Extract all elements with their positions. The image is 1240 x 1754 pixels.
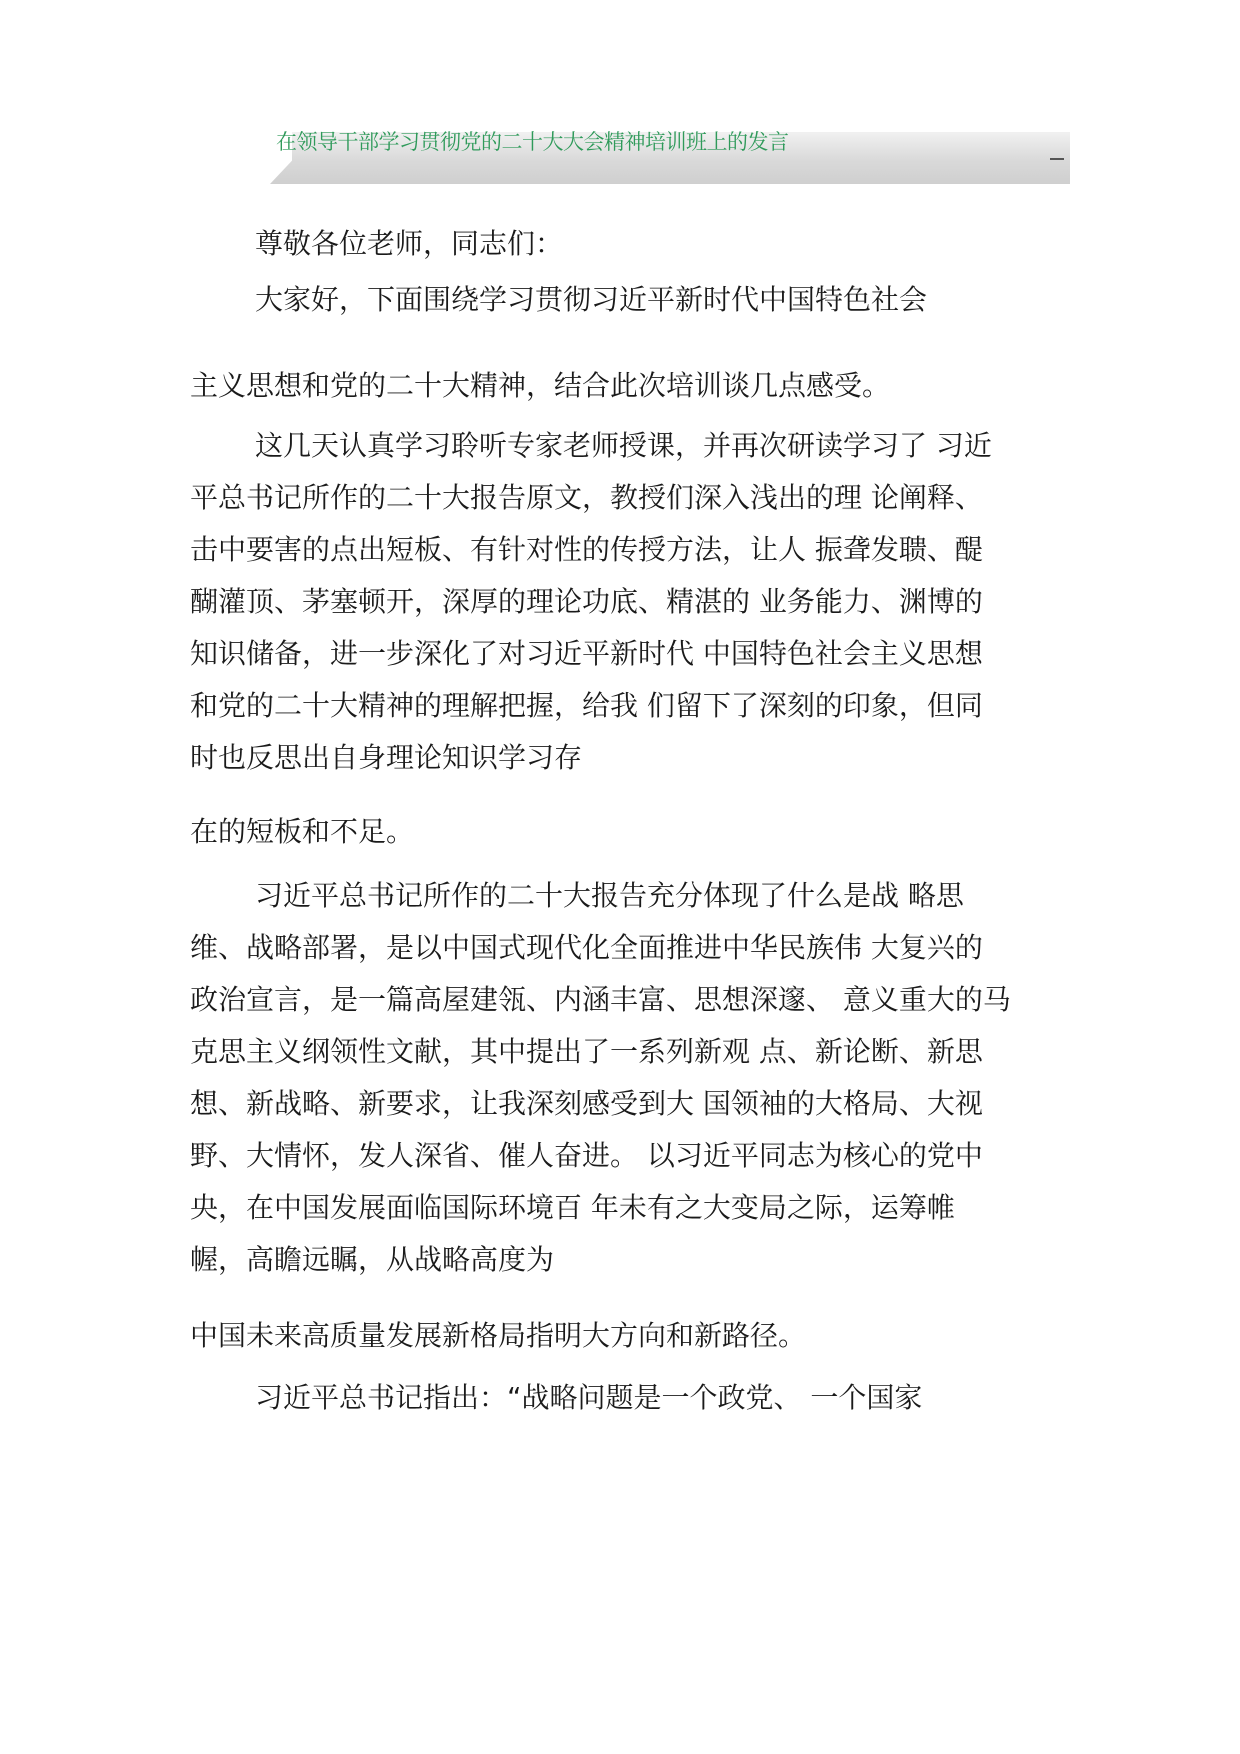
body-line: 主义思想和党的二十大精神，结合此次培训谈几点感受。: [190, 369, 891, 402]
header-dash-mark: [1050, 158, 1064, 160]
body-line: 克思主义纲领性文献，其中提出了一系列新观 点、新论断、新思: [190, 1035, 983, 1068]
body-line: 和党的二十大精神的理解把握，给我 们留下了深刻的印象，但同: [190, 689, 983, 722]
body-line: 政治宣言，是一篇高屋建瓴、内涵丰富、思想深邃、 意义重大的马: [190, 983, 1011, 1016]
body-line: 在的短板和不足。: [190, 815, 415, 848]
body-line: 维、战略部署，是以中国式现代化全面推进中华民族伟 大复兴的: [190, 931, 983, 964]
body-line: 醐灌顶、茅塞顿开，深厚的理论功底、精湛的 业务能力、渊博的: [190, 585, 983, 618]
body-line: 平总书记所作的二十大报告原文，教授们深入浅出的理 论阐释、: [190, 481, 983, 514]
body-line: 中国未来高质量发展新格局指明大方向和新路径。: [190, 1319, 807, 1352]
body-line: 这几天认真学习聆听专家老师授课，并再次研读学习了 习近: [255, 429, 992, 462]
document-header-title: 在领导干部学习贯彻党的二十大大会精神培训班上的发言: [276, 130, 789, 154]
body-line: 央，在中国发展面临国际环境百 年未有之大变局之际，运筹帷: [190, 1191, 955, 1224]
body-line: 野、大情怀，发人深省、催人奋进。 以习近平同志为核心的党中: [190, 1139, 983, 1172]
body-line: 习近平总书记所作的二十大报告充分体现了什么是战 略思: [255, 879, 964, 912]
body-line: 大家好，下面围绕学习贯彻习近平新时代中国特色社会: [255, 283, 928, 316]
body-line: 知识储备，进一步深化了对习近平新时代 中国特色社会主义思想: [190, 637, 983, 670]
salutation-line: 尊敬各位老师，同志们：: [255, 227, 564, 260]
body-line: 时也反思出自身理论知识学习存: [190, 741, 583, 774]
body-line: 击中要害的点出短板、有针对性的传授方法，让人 振聋发聩、醍: [190, 533, 983, 566]
body-line: 幄，高瞻远瞩，从战略高度为: [190, 1243, 555, 1276]
body-line: 想、新战略、新要求，让我深刻感受到大 国领袖的大格局、大视: [190, 1087, 983, 1120]
body-line: 习近平总书记指出：“战略问题是一个政党、 一个国家: [255, 1381, 923, 1414]
